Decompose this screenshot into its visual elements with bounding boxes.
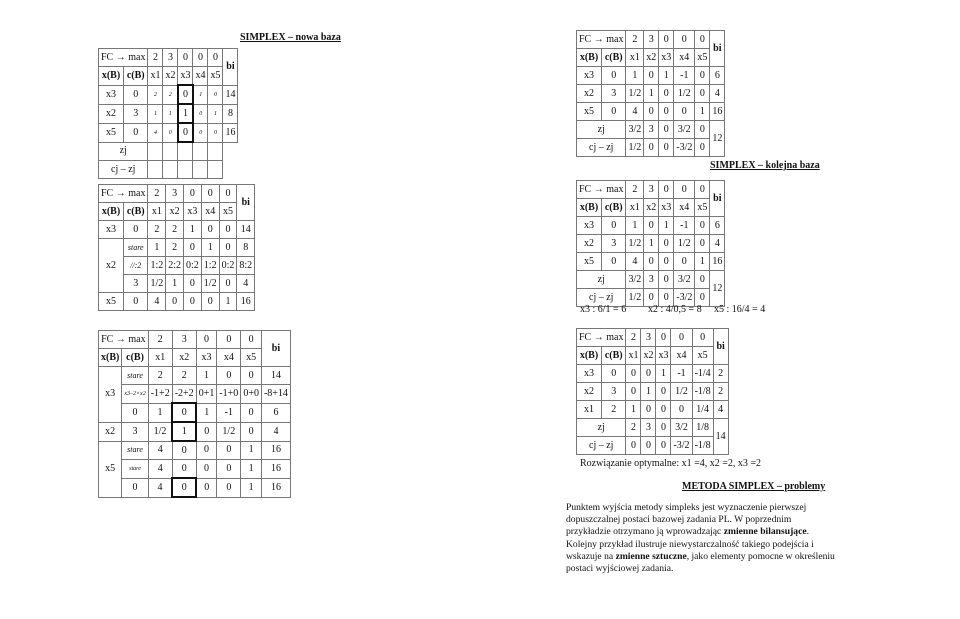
table-row: x2 3 1/2 1 0 1/2 0 4 <box>99 422 291 441</box>
table-row: x2 3 1/2 1 0 1/2 0 4 <box>577 235 725 253</box>
table-row: x3 0 2 2 1 0 0 14 <box>99 221 255 239</box>
table-division: FC → max 2 3 0 0 0 bi x(B) c(B) x1 x2 x3 x4 x5 x3 0 2 2 1 0 0 14 x2 stare 1 2 0 1 0 8 //:2 1:2 2:2 0:2 1:2 0:2 8:2 3 1/2 1 0 1/2 0 4 x5 0 4 0 0 0 1 16 <box>98 184 255 311</box>
table-row: x1 2 1 0 0 0 1/4 4 <box>577 401 729 419</box>
table-row: x3 0 1 0 1 -1 0 6 <box>577 67 725 85</box>
table-row: x3 0 0 0 1 -1 -1/4 2 <box>577 365 729 383</box>
table-row: x3 0 1 0 1 -1 0 6 <box>577 217 725 235</box>
table-row: x5 stare 4 0 0 0 1 16 <box>99 441 291 460</box>
title-kolejna-baza: SIMPLEX – kolejna baza <box>710 160 820 171</box>
table-row: stare 4 0 0 0 1 16 <box>99 460 291 479</box>
table-row: x3–2×x2 -1+2 -2+2 0+1 -1+0 0+0 -8+14 <box>99 385 291 404</box>
table-row: x2 3 1/2 1 0 1/2 0 4 <box>577 85 725 103</box>
table-row: x3 stare 2 2 1 0 0 14 <box>99 367 291 385</box>
table-row: //:2 1:2 2:2 0:2 1:2 0:2 8:2 <box>99 257 255 275</box>
table-row: 0 1 0 1 -1 0 6 <box>99 403 291 422</box>
table-kolejna-baza-2: FC → max 2 3 0 0 0 bi x(B) c(B) x1 x2 x3 x4 x5 x3 0 1 0 1 -1 0 6 x2 3 1/2 1 0 1/2 0 4 x5 0 4 0 0 0 1 16 zj 3/2 3 0 3/2 0 12 cj – zj 1/2 0 0 -3/2 0 <box>576 180 725 307</box>
problemy-paragraph: Punktem wyjścia metody simpleks jest wyznaczenie pierwszej dopuszczalnej postaci bazowej zadania PL. W poprzednim przykładzie otrzymano ją wprowadzając zmienne bilansujące. Kolejny przykład ilustruje niewystarczalność takiego podejścia i wskazuje na zmienne sztuczne, jako elementy pomocne w określeniu postaci wyjściowej zadania. <box>566 502 835 575</box>
table-row: 0 4 0 0 0 1 16 <box>99 478 291 497</box>
table-row: x2 stare 1 2 0 1 0 8 <box>99 239 255 257</box>
table-row: x5 0 4 0 0 0 0 16 <box>99 123 238 142</box>
table-row: 3 1/2 1 0 1/2 0 4 <box>99 275 255 293</box>
table-row: x2 3 1 1 1 0 1 8 <box>99 104 238 123</box>
table-row: x5 0 4 0 0 0 1 16 <box>99 293 255 311</box>
table-elimination: FC → max 2 3 0 0 0 bi x(B) c(B) x1 x2 x3 x4 x5 x3 stare 2 2 1 0 0 14 x3–2×x2 -1+2 -2+2 0+1 -1+0 0+0 -8+14 0 1 0 1 -1 0 6 x2 3 1/2 1 0 1/2 0 4 x5 stare 4 0 0 0 1 16 stare 4 0 0 0 1 16 0 4 0 0 0 1 16 <box>98 330 291 498</box>
table-row: x5 0 4 0 0 0 1 16 <box>577 253 725 271</box>
bi-header: bi <box>223 49 238 86</box>
table-nowa-baza: FC → max 2 3 0 0 0 bi x(B) c(B) x1 x2 x3 x4 x5 x3 0 2 2 0 1 0 14 x2 3 1 1 1 0 1 8 x5 0 4 0 0 0 0 16 zj cj – zj <box>98 48 238 179</box>
table-row: x5 0 4 0 0 0 1 16 <box>577 103 725 121</box>
optimal-solution: Rozwiązanie optymalne: x1 =4, x2 =2, x3 =2 <box>580 458 762 469</box>
table-kolejna-baza-1: FC → max 2 3 0 0 0 bi x(B) c(B) x1 x2 x3 x4 x5 x3 0 1 0 1 -1 0 6 x2 3 1/2 1 0 1/2 0 4 x5 0 4 0 0 0 1 16 zj 3/2 3 0 3/2 0 12 cj – zj 1/2 0 0 -3/2 0 <box>576 30 725 157</box>
ratio-x2: x2 : 4/0,5 = 8 <box>648 304 702 315</box>
ratio-x3: x3 : 6/1 = 6 <box>580 304 627 315</box>
table-row: x2 3 0 1 0 1/2 -1/8 2 <box>577 383 729 401</box>
title-problemy: METODA SIMPLEX – problemy <box>682 481 826 492</box>
fc-label: FC → max <box>99 49 148 67</box>
table-optimal: FC → max 2 3 0 0 0 bi x(B) c(B) x1 x2 x3 x4 x5 x3 0 0 0 1 -1 -1/4 2 x2 3 0 1 0 1/2 -1/8 2 x1 2 1 0 0 0 1/4 4 zj 2 3 0 3/2 1/8 14 cj – zj 0 0 0 -3/2 -1/8 <box>576 328 729 455</box>
title-nowa-baza: SIMPLEX – nowa baza <box>240 32 341 43</box>
table-row: x3 0 2 2 0 1 0 14 <box>99 85 238 104</box>
ratio-x5: x5 : 16/4 = 4 <box>714 304 766 315</box>
